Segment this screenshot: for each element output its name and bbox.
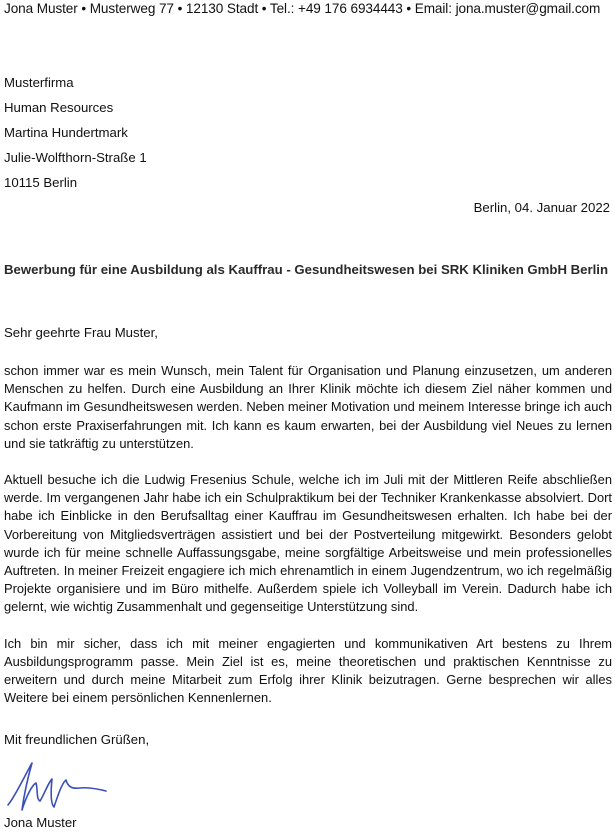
sender-name: Jona Muster [4, 815, 77, 830]
recipient-contact: Martina Hundertmark [4, 125, 128, 140]
closing-phrase: Mit freundlichen Grüßen, [4, 732, 150, 747]
body-paragraph-3: Ich bin mir sicher, dass ich mit meiner engagierten und kommunikativen Art bestens zu Ihrem Ausbildungsprogramm passe. Mein Ziel ist es, meine theoretischen und praktischen Kenntnisse zu erweitern und durch meine Mitarbeit zum Erfolg ihrer Klinik beizutragen. Gerne besprechen wir alles Weitere bei einem persönlichen Kennenlernen. [4, 635, 612, 706]
letter-date: Berlin, 04. Januar 2022 [473, 200, 610, 215]
recipient-address [4, 75, 147, 200]
salutation: Sehr geehrte Frau Muster, [4, 325, 158, 340]
body-paragraph-2: Aktuell besuche ich die Ludwig Fresenius Schule, welche ich im Juli mit der Mittleren Reife abschließen werde. Im vergangenen Jahr habe ich ein Schulpraktikum bei der Techniker Krankenkasse absolviert. Dort habe ich Einblicke in den Berufsalltag einer Kauffrau im Gesundheitswesen erhalten. Ich habe bei der Vorbereitung von Mitgliedsverträgen assistiert und bei der Postverteilung mitgewirkt. Besonders gelobt wurde ich für meine schnelle Auffassungsgabe, meine sorgfältige Arbeitsweise und mein professionelles Auftreten. In meiner Freizeit engagiere ich mich ehrenamtlich in einem Jugendzentrum, wo ich regelmäßig Projekte organisiere und im Büro mithelfe. Außerdem spiele ich Volleyball im Verein. Dadurch habe ich gelernt, wie wichtig Zusammenhalt und gegenseitige Unterstützung sind. [4, 472, 612, 615]
handwritten-signature [2, 755, 112, 815]
letter-body [4, 362, 612, 725]
sender-header: Jona Muster • Musterweg 77 • 12130 Stadt • Tel.: +49 176 6934443 • Email: jona.muster@gmail.com [4, 1, 601, 16]
recipient-street: Julie-Wolfthorn-Straße 1 [4, 150, 147, 165]
signature-stroke [8, 763, 106, 810]
recipient-department: Human Resources [4, 100, 114, 115]
letter-subject: Bewerbung für eine Ausbildung als Kauffrau - Gesundheitswesen bei SRK Kliniken GmbH Berlin [4, 262, 609, 277]
body-paragraph-1: schon immer war es mein Wunsch, mein Talent für Organisation und Planung einzusetzen, um anderen Menschen zu helfen. Durch eine Ausbildung an Ihrer Klinik möchte ich diesem Ziel näher kommen und Kaufmann im Gesundheitswesen werden. Neben meiner Motivation und meinem Interesse bringe ich auch schon erste Praxiserfahrungen mit. Ich kann es kaum erwarten, bei der Ausbildung viel Neues zu lernen und sie tatkräftig zu unterstützen. [4, 363, 612, 451]
recipient-city: 10115 Berlin [4, 175, 78, 190]
recipient-company: Musterfirma [4, 75, 74, 90]
